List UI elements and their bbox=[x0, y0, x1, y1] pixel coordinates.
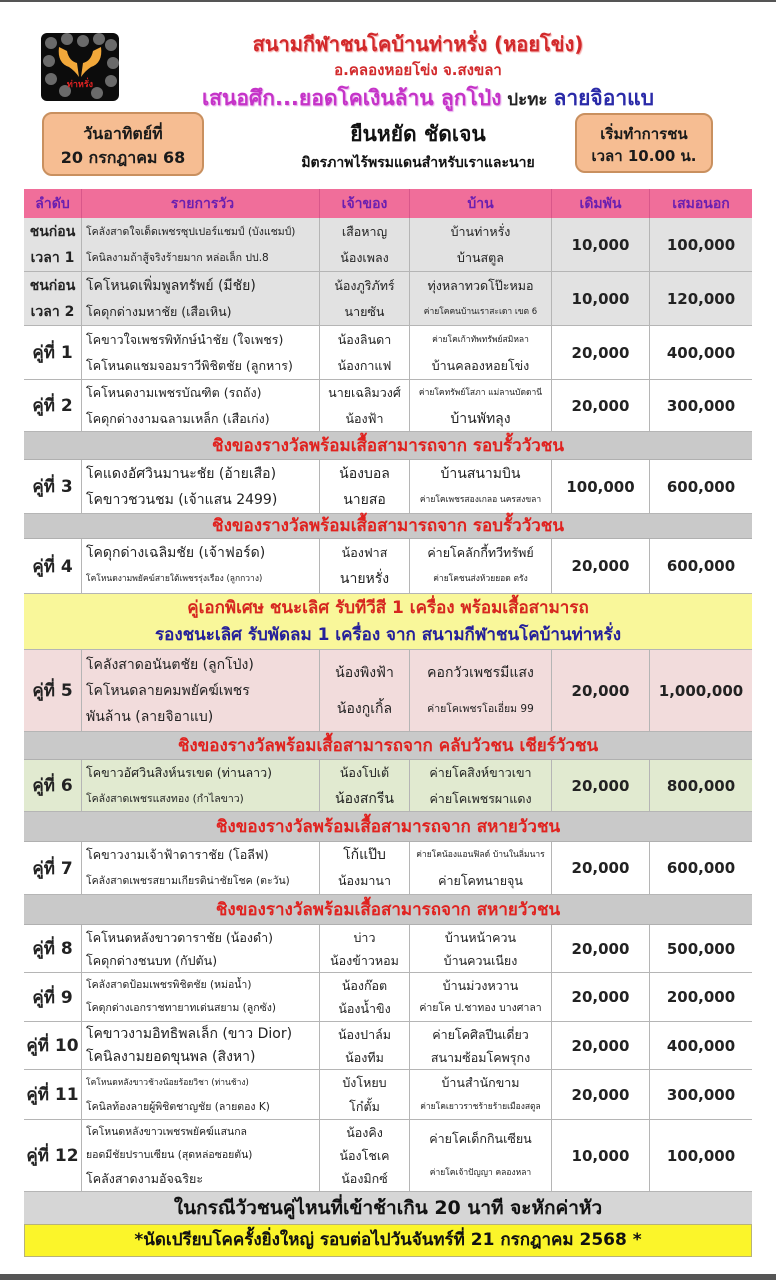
bull-names: โคขาวใจเพชรพิทักษ์นำชัย (ใจเพชร) โคโหนดแชมจอมราวีพิชิตชัย (ลูกหาร) bbox=[82, 326, 320, 379]
col-bet: เดิมพัน bbox=[552, 189, 650, 218]
homes: บ้านท่าหรั่ง บ้านสตูล bbox=[410, 218, 552, 271]
homes: คอกวัวเพชรมีแสง ค่ายโคเพชรโอเอี่ยม 99 bbox=[410, 650, 552, 731]
bull-names: โคลังสาดอนันตชัย (ลูกโป่ง) โคโหนดลายคมพยัคฆ์เพชร พันล้าน (ลายจิอาแบ) bbox=[82, 650, 320, 731]
row-order: คู่ที่ 9 bbox=[24, 973, 82, 1021]
homes: ค่ายโคสิงห์ขาวเขา ค่ายโคเพชรผาแดง bbox=[410, 760, 552, 811]
location: อ.คลองหอยโข่ง จ.สงขลา bbox=[334, 61, 502, 79]
col-order: ลำดับ bbox=[24, 189, 82, 218]
table-row bbox=[24, 272, 752, 326]
special-prize-runnerup: รองชนะเลิศ รับพัดลม 1 เครื่อง จาก สนามกีฬาชนโคบ้านท่าหรั่ง bbox=[154, 625, 621, 645]
bet-amount: 20,000 bbox=[552, 842, 650, 894]
table-row bbox=[24, 1120, 752, 1192]
bet-amount: 20,000 bbox=[552, 925, 650, 972]
headline-vs: ปะทะ bbox=[501, 90, 554, 110]
odds-amount: 800,000 bbox=[666, 776, 736, 795]
homes: บ้านหน้าควน บ้านควนเนียง bbox=[410, 925, 552, 972]
odds-amount: 600,000 bbox=[666, 859, 736, 877]
bottom-border bbox=[0, 1274, 776, 1280]
homes: ค่ายโคศิลปีนเดี่ยว สนามซ้อมโคพรุกง bbox=[410, 1022, 552, 1069]
table-header bbox=[24, 189, 752, 219]
row-order: คู่ที่ 7 bbox=[24, 842, 82, 894]
next-event-footer: *นัดเปรียบโคครั้งยิ่งใหญ่ รอบต่อไปวันจันทร์ที่ 21 กรกฎาคม 2568 * bbox=[24, 1224, 752, 1257]
row-order: คู่ที่ 3 bbox=[24, 460, 82, 513]
bull-names: โคโหนดหลังขาวดาราชัย (น้องดำ) โคดุกด่างชนบท (กัปตัน) bbox=[82, 925, 320, 972]
owners: น้องโปเต้ น้องสกรีน bbox=[320, 760, 410, 811]
start-time: เวลา 10.00 น. bbox=[591, 147, 697, 165]
row-order: คู่ที่ 8 bbox=[24, 925, 82, 972]
owners: น้องปาล์ม น้องทีม bbox=[320, 1022, 410, 1069]
bet-amount: 20,000 bbox=[552, 973, 650, 1021]
start-time-label: เริ่มทำการชน bbox=[600, 125, 688, 143]
slogan: ยืนหยัด ชัดเจน bbox=[350, 122, 486, 146]
owners: น้องภูริภัทร์ นายซัน bbox=[320, 272, 410, 325]
bet-amount: 20,000 bbox=[552, 326, 650, 379]
col-home: บ้าน bbox=[410, 189, 552, 218]
homes: ค่ายโคเด็กกินเซียน ค่ายโคเจ้าปัญญา คลองหลา bbox=[410, 1120, 552, 1191]
table-row bbox=[24, 539, 752, 594]
homes: ค่ายโคทรัพย์โสภา แม่ลานบัดดานี บ้านพัทลุง bbox=[410, 380, 552, 431]
bet-amount: 20,000 bbox=[552, 380, 650, 431]
special-prize-banner bbox=[24, 594, 752, 650]
owners: โก้แป๊บ น้องมานา bbox=[320, 842, 410, 894]
bull-names: โคลังสาดใจเด็ดเพชรซุปเปอร์แชมป์ (บังแชมป์) โคนิลงามถ้าสู้จริงร้ายมาก หล่อเล็ก ปป.8 bbox=[82, 218, 320, 271]
prize-banner: ชิงของรางวัลพร้อมเสื้อสามารถจาก คลับวัวชน เชียร์วัวชน bbox=[24, 732, 752, 760]
odds-amount: 400,000 bbox=[666, 343, 736, 362]
odds-amount: 1,000,000 bbox=[658, 681, 744, 700]
bull-names: โคโหนดหลังขาวเพชรพยัคฆ์แสนกล ยอดมีชัยปราบเซียน (สุดหล่อซอยตัน) โคลังสาดงามอัจฉริยะ bbox=[82, 1120, 320, 1191]
odds-amount: 300,000 bbox=[666, 396, 736, 415]
bull-names: โคโหนดงามเพชรบัณฑิต (รถถัง) โคดุกด่างงามฉลามเหล็ก (เสือเก่ง) bbox=[82, 380, 320, 431]
homes: บ้านสนามบิน ค่ายโคเพชรสองเกลอ นครสงขลา bbox=[410, 460, 552, 513]
bet-amount: 10,000 bbox=[552, 218, 650, 271]
bull-names: โคดุกด่างเฉลิมชัย (เจ้าฟอร์ด) โคโหนดงามพยัคฆ์สายใต้เพชรรุ่งเรือง (ลูกกวาง) bbox=[82, 539, 320, 593]
bet-amount: 10,000 bbox=[552, 1120, 650, 1191]
prize-banner: ชิงของรางวัลพร้อมเสื้อสามารถจาก สหายวัวชน bbox=[24, 812, 752, 842]
owners: น้องคิง น้องโชเค น้องมิกซ์ bbox=[320, 1120, 410, 1191]
table-row bbox=[24, 760, 752, 812]
odds-amount: 100,000 bbox=[666, 235, 736, 254]
table-row bbox=[24, 460, 752, 514]
bet-amount: 20,000 bbox=[552, 650, 650, 731]
event-date-box bbox=[42, 112, 204, 176]
odds-amount: 400,000 bbox=[666, 1036, 736, 1055]
table-row bbox=[24, 1070, 752, 1120]
bet-amount: 10,000 bbox=[552, 272, 650, 325]
row-order: คู่ที่ 1 bbox=[24, 326, 82, 379]
homes: ค่ายโคเก้าทัพทรัพย์สมิหลา บ้านคลองหอยโข่ง bbox=[410, 326, 552, 379]
col-bulls: รายการวัว bbox=[82, 189, 320, 218]
start-time-box bbox=[575, 113, 713, 173]
tagline: มิตรภาพไร้พรมแดนสำหรับเราและนาย bbox=[301, 155, 535, 171]
table-row bbox=[24, 380, 752, 432]
table-row bbox=[24, 842, 752, 895]
prize-banner: ชิงของรางวัลพร้อมเสื้อสามารถจาก รอบรั้ววัวชน bbox=[24, 514, 752, 539]
bet-amount: 20,000 bbox=[552, 1070, 650, 1119]
row-order: คู่ที่ 10 bbox=[24, 1022, 82, 1069]
col-owner: เจ้าของ bbox=[320, 189, 410, 218]
table-row bbox=[24, 218, 752, 272]
late-penalty-note: ในกรณีวัวชนคู่ไหนที่เข้าช้าเกิน 20 นาที จะหักค่าหัว bbox=[24, 1192, 752, 1224]
bull-names: โคขาวงามอิทธิพลเล็ก (ขาว Dior) โคนิลงามยอดขุนพล (สิงหา) bbox=[82, 1022, 320, 1069]
row-order: คู่ที่ 5 bbox=[24, 650, 82, 731]
row-order: คู่ที่ 4 bbox=[24, 539, 82, 593]
odds-amount: 600,000 bbox=[666, 477, 736, 496]
table-row bbox=[24, 326, 752, 380]
bull-names: โคแดงอัศวินมานะชัย (อ้ายเสือ) โคขาวชวนชม (เจ้าแสน 2499) bbox=[82, 460, 320, 513]
homes: ค่ายโคน้องแอนฟิลด์ บ้านในลิ่มนาร ค่ายโคทนายจุน bbox=[410, 842, 552, 894]
bull-names: โคขาวงามเจ้าฟ้าดาราชัย (โอลีฟ) โคลังสาดเพชรสยามเกียรติน่าชัยโชค (ตะวัน) bbox=[82, 842, 320, 894]
row-order: คู่ที่ 12 bbox=[24, 1120, 82, 1191]
headline-fighter-1: เสนอศึก...ยอดโคเงินล้าน ลูกโป่ง bbox=[201, 86, 502, 110]
owners: บ่าว น้องข้าวหอม bbox=[320, 925, 410, 972]
row-order: คู่ที่ 6 bbox=[24, 760, 82, 811]
odds-amount: 500,000 bbox=[666, 939, 736, 958]
bull-names: โคโหนดหลังขาวช้างน้อยร้อยวิชา (ท่านช้าง) โคนิลท้องลายผู้พิชิตชาญชัย (ลายตอง K) bbox=[82, 1070, 320, 1119]
homes: ค่ายโคลักกี้ทวีทรัพย์ ค่ายโคชนส่งห้วยยอด ตรัง bbox=[410, 539, 552, 593]
bet-amount: 100,000 bbox=[552, 460, 650, 513]
bull-names: โคลังสาดป้อมเพชรพิชิตชัย (หม่อน้ำ) โคดุกด่างเอกราชทายาทเด่นสยาม (ลูกซัง) bbox=[82, 973, 320, 1021]
table-row bbox=[24, 925, 752, 973]
odds-amount: 120,000 bbox=[666, 289, 736, 308]
owners: น้องก๊อต น้องน้ำขิง bbox=[320, 973, 410, 1021]
homes: บ้านสำนักขาม ค่ายโคเยาวราชร้ายร้ายเมืองสตูล bbox=[410, 1070, 552, 1119]
owners: นายเฉลิมวงศ์ น้องฟ้า bbox=[320, 380, 410, 431]
event-date-day: วันอาทิตย์ที่ bbox=[83, 124, 163, 143]
bull-horns-icon bbox=[55, 43, 105, 81]
odds-amount: 100,000 bbox=[666, 1146, 736, 1165]
bull-names: โคขาวอัศวินสิงห์นรเขด (ท่านลาว) โคลังสาดเพชรแสงทอง (กำไลขาว) bbox=[82, 760, 320, 811]
stadium-title: สนามกีฬาชนโคบ้านท่าหรั่ง (หอยโข่ง) bbox=[252, 32, 584, 56]
bet-amount: 20,000 bbox=[552, 539, 650, 593]
event-date: 20 กรกฎาคม 68 bbox=[60, 148, 186, 167]
special-prize-winner: คู่เอกพิเศษ ชนะเลิศ รับทีวีสี 1 เครื่อง พร้อมเสื้อสามารถ bbox=[187, 598, 589, 618]
odds-amount: 300,000 bbox=[666, 1085, 736, 1104]
prize-banner: ชิงของรางวัลพร้อมเสื้อสามารถจาก สหายวัวชน bbox=[24, 895, 752, 925]
owners: น้องฟาส นายหรั่ง bbox=[320, 539, 410, 593]
row-order: ชนก่อน เวลา 2 bbox=[24, 272, 82, 325]
logo-text: ท่าหรั่ง bbox=[66, 80, 94, 90]
odds-amount: 200,000 bbox=[666, 988, 736, 1006]
bull-names: โคโหนดเพิ่มพูลทรัพย์ (มีชัย) โคดุกด่างมหาชัย (เสือเหิน) bbox=[82, 272, 320, 325]
odds-amount: 600,000 bbox=[666, 557, 736, 575]
bet-amount: 20,000 bbox=[552, 1022, 650, 1069]
bet-amount: 20,000 bbox=[552, 760, 650, 811]
homes: ทุ่งหลาทวดโป๊ะหมอ ค่ายโคคนบ้านเราสะเดา เขต 6 bbox=[410, 272, 552, 325]
row-order: คู่ที่ 11 bbox=[24, 1070, 82, 1119]
owners: เสือหาญ น้องเพลง bbox=[320, 218, 410, 271]
table-row bbox=[24, 973, 752, 1022]
owners: บังโหยบ โก๋ตั้ม bbox=[320, 1070, 410, 1119]
homes: บ้านม่วงหวาน ค่ายโค ป.ชาทอง บางศาลา bbox=[410, 973, 552, 1021]
table-row bbox=[24, 650, 752, 732]
row-order: คู่ที่ 2 bbox=[24, 380, 82, 431]
owners: น้องลินดา น้องกาแฟ bbox=[320, 326, 410, 379]
headline bbox=[100, 82, 756, 115]
row-order: ชนก่อน เวลา 1 bbox=[24, 218, 82, 271]
col-odds: เสมอนอก bbox=[672, 195, 730, 212]
table-row bbox=[24, 1022, 752, 1070]
owners: น้องพิงฟ้า น้องกูเกิ้ล bbox=[320, 650, 410, 731]
headline-fighter-2: ลายจิอาแบ bbox=[553, 86, 655, 110]
prize-banner: ชิงของรางวัลพร้อมเสื้อสามารถจาก รอบรั้ววัวชน bbox=[24, 432, 752, 460]
owners: น้องบอล นายสอ bbox=[320, 460, 410, 513]
